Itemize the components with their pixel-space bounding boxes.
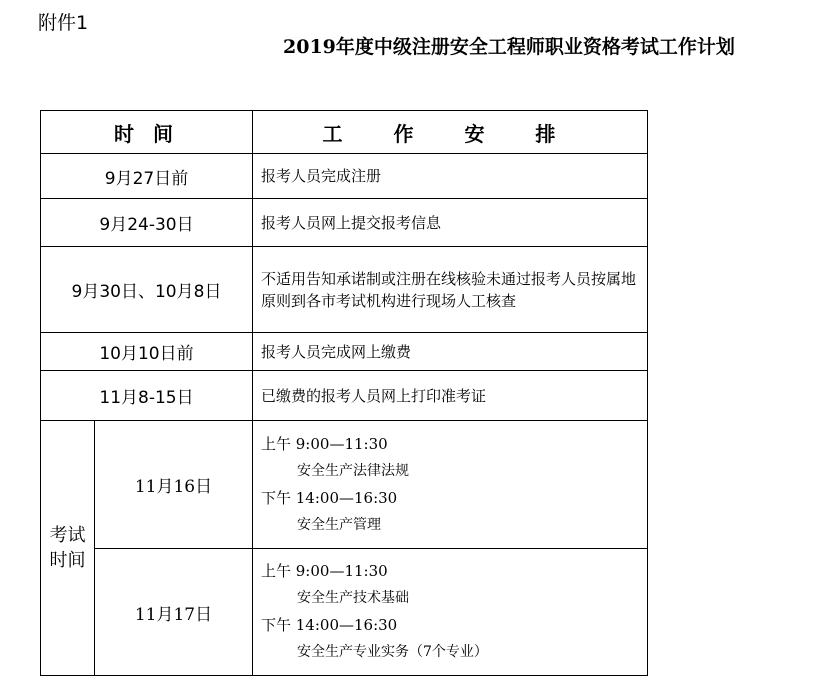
exam-label-line: 时间 [49, 550, 86, 571]
pm-session-subject: 安全生产专业实务（7个专业） [297, 644, 488, 660]
row-work: 报考人员完成网上缴费 [253, 333, 648, 371]
exam-time-label [41, 421, 95, 676]
table-row [41, 154, 648, 199]
exam-label-line: 考试 [49, 525, 86, 546]
table-row [41, 247, 648, 333]
exam-sessions [253, 421, 648, 549]
exam-date: 11月16日 [95, 421, 253, 549]
row-work: 已缴费的报考人员网上打印准考证 [253, 371, 648, 421]
pm-session-time: 下午 14:00—16:30 [261, 488, 398, 507]
pm-session-subject: 安全生产管理 [297, 516, 381, 533]
table-header-row [41, 111, 648, 154]
am-session-time: 上午 9:00—11:30 [261, 434, 388, 453]
exam-row [41, 421, 648, 549]
row-time: 9月27日前 [41, 154, 253, 199]
work-plan-table [40, 110, 648, 676]
row-time: 9月30日、10月8日 [41, 247, 253, 333]
row-work: 报考人员完成注册 [253, 154, 648, 199]
attachment-label: 附件1 [38, 12, 89, 34]
row-work: 不适用告知承诺制或注册在线核验未通过报考人员按属地原则到各市考试机构进行现场人工核查 [253, 247, 648, 333]
row-work: 报考人员网上提交报考信息 [253, 199, 648, 247]
row-time: 9月24-30日 [41, 199, 253, 247]
pm-session-time: 下午 14:00—16:30 [261, 616, 398, 634]
table-row [41, 199, 648, 247]
am-session-time: 上午 9:00—11:30 [261, 562, 388, 580]
exam-sessions [253, 549, 648, 676]
document-title: 2019年度中级注册安全工程师职业资格考试工作计划 [283, 36, 735, 58]
table-row [41, 333, 648, 371]
row-time: 10月10日前 [41, 333, 253, 371]
exam-row [41, 549, 648, 676]
am-session-subject: 安全生产技术基础 [297, 590, 409, 606]
header-time: 时 间 [41, 111, 253, 154]
exam-date: 11月17日 [95, 549, 253, 676]
table-row [41, 371, 648, 421]
am-session-subject: 安全生产法律法规 [297, 462, 409, 479]
header-work: 工 作 安 排 [253, 111, 648, 154]
row-time: 11月8-15日 [41, 371, 253, 421]
